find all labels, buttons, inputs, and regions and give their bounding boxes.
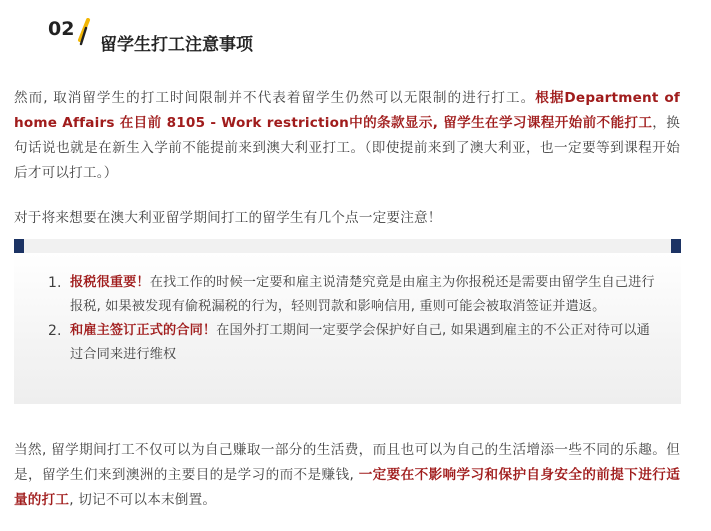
list-item bbox=[48, 319, 658, 367]
section-title: 留学生打工注意事项 bbox=[100, 35, 253, 55]
list-item-heading: 报税很重要！ bbox=[70, 275, 150, 290]
list-item-text: 在找工作的时候一定要和雇主说清楚究竟是由雇主为你报税还是需要由留学生自己进行报税, 如果被发现有偷税漏税的行为，轻则罚款和影响信用, 重则可能会被取消签证并遣返。 bbox=[70, 275, 655, 314]
para1-text-end: ，换句话说也就是在新生入学前不能提前来到澳大利亚打工。（即使提前来到了澳大利亚，也一定要等到课程开始后才可以打工。） bbox=[14, 115, 680, 181]
notes-box-body bbox=[14, 253, 681, 404]
list-item-text: 在国外打工期间一定要学会保护好自己, 如果遇到雇主的不公正对待可以通过合同来进行维权 bbox=[70, 323, 650, 362]
list-item bbox=[48, 271, 658, 319]
list-item-number: 1. bbox=[48, 275, 62, 291]
paragraph-work-restriction bbox=[14, 86, 680, 186]
notes-box bbox=[14, 239, 681, 404]
section-header bbox=[48, 18, 448, 58]
paragraph-conclusion bbox=[14, 438, 680, 513]
para3-highlight: 一定要在不影响学习和保护自身安全的前提下进行适量的打工 bbox=[14, 467, 680, 508]
list-item-heading: 和雇主签订正式的合同！ bbox=[70, 323, 217, 338]
para3-text-end: , 切记不可以本末倒置。 bbox=[69, 492, 217, 508]
notes-list bbox=[48, 271, 658, 367]
para1-text: 然而, 取消留学生的打工时间限制并不代表着留学生仍然可以无限制的进行打工。 bbox=[14, 90, 536, 106]
para3-text: 当然, 留学期间打工不仅可以为自己赚取一部分的生活费，而且也可以为自己的生活增添一些不同的乐趣。但是，留学生们来到澳洲的主要目的是学习的而不是赚钱, bbox=[14, 442, 680, 483]
list-item-number: 2. bbox=[48, 323, 62, 339]
section-number: 02 bbox=[48, 18, 75, 40]
para1-highlight: 根据Department of home Affairs 在目前 8105 - Work restriction中的条款显示, 留学生在学习课程开始前不能打工 bbox=[14, 90, 680, 131]
paragraph-intro-notes: 对于将来想要在澳大利亚留学期间打工的留学生有几个点一定要注意！ bbox=[14, 210, 442, 226]
slash-icon bbox=[76, 18, 92, 48]
notes-box-tab bbox=[24, 239, 671, 253]
